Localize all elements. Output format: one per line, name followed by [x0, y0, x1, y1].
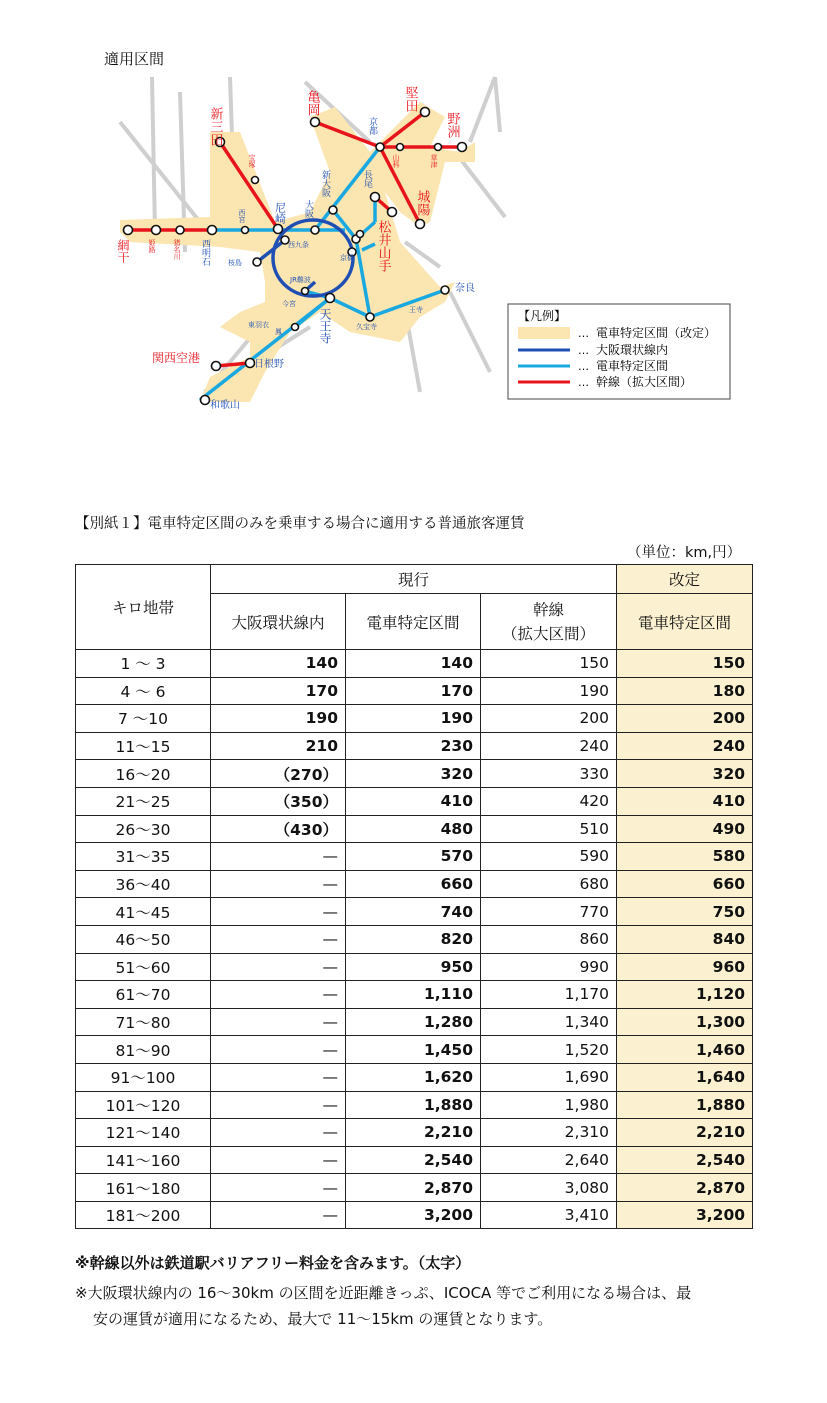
cell-revised: 1,880	[617, 1091, 753, 1119]
cell-kilo: 51～60	[76, 953, 211, 981]
header-loop: 大阪環状線内	[211, 594, 346, 650]
cell-trunk: 1,520	[481, 1036, 617, 1064]
table-row	[76, 1091, 753, 1119]
cell-special: 660	[346, 870, 481, 898]
unit-label: （単位：km,円）	[627, 545, 742, 561]
header-revised: 改定	[617, 565, 753, 594]
header-kilo: キロ地帯	[76, 565, 211, 650]
svg-text:…: …	[578, 327, 589, 340]
cell-kilo: 41～45	[76, 898, 211, 926]
route-map	[100, 72, 740, 417]
legend-label-special: 電車特定区間	[596, 359, 669, 373]
cell-loop: —	[211, 1119, 346, 1147]
note-loop: ※大阪環状線内の 16～30km の区間を近距離きっぷ、ICOCA 等でご利用になる場合は、最 安の運賃が適用になるため、最大で 11～15km の運賃となります。	[75, 1284, 692, 1328]
cell-special: 820	[346, 925, 481, 953]
cell-special: 1,110	[346, 981, 481, 1009]
cell-loop: （270）	[211, 760, 346, 788]
cell-trunk: 240	[481, 732, 617, 760]
cell-trunk: 1,690	[481, 1063, 617, 1091]
cell-revised: 1,300	[617, 1008, 753, 1036]
cell-trunk: 2,310	[481, 1119, 617, 1147]
cell-trunk: 1,980	[481, 1091, 617, 1119]
cell-revised: 490	[617, 815, 753, 843]
cell-trunk: 3,410	[481, 1201, 617, 1229]
cell-revised: 660	[617, 870, 753, 898]
cell-kilo: 141～160	[76, 1146, 211, 1174]
label-nishikujo: 西九条	[288, 241, 309, 249]
cell-special: 480	[346, 815, 481, 843]
cell-loop: —	[211, 1036, 346, 1064]
cell-loop: —	[211, 870, 346, 898]
label-osaka: 大阪	[303, 200, 313, 218]
cell-revised: 200	[617, 705, 753, 733]
cell-loop: —	[211, 1091, 346, 1119]
note-bold: ※幹線以外は鉄道駅バリアフリー料金を含みます。（太字）	[75, 1254, 471, 1272]
cell-revised: 180	[617, 677, 753, 705]
cell-special: 320	[346, 760, 481, 788]
cell-revised: 150	[617, 650, 753, 678]
cell-trunk: 200	[481, 705, 617, 733]
cell-revised: 2,210	[617, 1119, 753, 1147]
cell-trunk: 770	[481, 898, 617, 926]
cell-trunk: 1,340	[481, 1008, 617, 1036]
cell-kilo: 61～70	[76, 981, 211, 1009]
cell-loop: —	[211, 1174, 346, 1202]
cell-revised: 320	[617, 760, 753, 788]
cell-loop: —	[211, 898, 346, 926]
table-row	[76, 677, 753, 705]
cell-trunk: 590	[481, 843, 617, 871]
label-amino: 網干	[116, 239, 130, 263]
cell-trunk: 860	[481, 925, 617, 953]
legend-label-loop: 大阪環状線内	[596, 343, 669, 357]
cell-special: 1,280	[346, 1008, 481, 1036]
cell-special: 1,450	[346, 1036, 481, 1064]
cell-kilo: 16～20	[76, 760, 211, 788]
label-higashihagoromo: 東羽衣	[248, 321, 269, 329]
cell-trunk: 420	[481, 787, 617, 815]
cell-kilo: 11～15	[76, 732, 211, 760]
cell-trunk: 990	[481, 953, 617, 981]
label-joyo: 城陽	[414, 190, 430, 216]
table-row	[76, 705, 753, 733]
cell-kilo: 46～50	[76, 925, 211, 953]
legend-swatch-area	[518, 327, 570, 339]
cell-special: 2,870	[346, 1174, 481, 1202]
cell-kilo: 26～30	[76, 815, 211, 843]
cell-loop: （430）	[211, 815, 346, 843]
cell-loop: 190	[211, 705, 346, 733]
cell-kilo: 21～25	[76, 787, 211, 815]
cell-revised: 1,460	[617, 1036, 753, 1064]
table-row	[76, 981, 753, 1009]
label-otori: 鳳	[275, 328, 282, 336]
label-kyobashi: 京橋	[340, 254, 354, 262]
cell-revised: 3,200	[617, 1201, 753, 1229]
cell-loop: —	[211, 925, 346, 953]
label-matsuiyamate: 松井山手	[375, 220, 391, 272]
cell-revised: 2,870	[617, 1174, 753, 1202]
cell-revised: 1,640	[617, 1063, 753, 1091]
cell-kilo: 161～180	[76, 1174, 211, 1202]
label-yasu: 野洲	[444, 112, 460, 138]
cell-trunk: 190	[481, 677, 617, 705]
cell-kilo: 4 ～ 6	[76, 677, 211, 705]
cell-loop: —	[211, 953, 346, 981]
cell-loop: —	[211, 1063, 346, 1091]
label-nagao: 長尾	[362, 170, 372, 188]
label-imamiya: 今宮	[282, 300, 296, 308]
label-tennoji: 天王寺	[318, 308, 332, 344]
label-kusatsu: 草津	[430, 154, 438, 168]
svg-text:…: …	[578, 344, 589, 357]
cell-trunk: 330	[481, 760, 617, 788]
cell-trunk: 680	[481, 870, 617, 898]
label-kyuhoji: 久宝寺	[356, 323, 377, 331]
table-row	[76, 843, 753, 871]
table-row	[76, 815, 753, 843]
cell-revised: 410	[617, 787, 753, 815]
label-kameoka: 亀岡	[304, 90, 320, 116]
cell-special: 1,880	[346, 1091, 481, 1119]
table-row	[76, 1008, 753, 1036]
label-nara: 奈良	[455, 283, 475, 294]
table-row	[76, 1146, 753, 1174]
cell-revised: 2,540	[617, 1146, 753, 1174]
cell-loop: 170	[211, 677, 346, 705]
table-row	[76, 1063, 753, 1091]
cell-special: 570	[346, 843, 481, 871]
label-takarazuka: 宝塚	[248, 154, 256, 168]
cell-revised: 960	[617, 953, 753, 981]
header-trunk: 幹線 （拡大区間）	[481, 594, 617, 650]
cell-kilo: 36～40	[76, 870, 211, 898]
cell-special: 1,620	[346, 1063, 481, 1091]
label-katata: 堅田	[402, 86, 418, 112]
table-row	[76, 1036, 753, 1064]
svg-text:…: …	[578, 376, 589, 389]
cell-trunk: 2,640	[481, 1146, 617, 1174]
legend	[508, 304, 730, 399]
label-himeji: 姫路	[148, 239, 156, 253]
header-special: 電車特定区間	[346, 594, 481, 650]
table-row	[76, 1119, 753, 1147]
cell-kilo: 91～100	[76, 1063, 211, 1091]
cell-loop: 140	[211, 650, 346, 678]
cell-special: 190	[346, 705, 481, 733]
cell-special: 950	[346, 953, 481, 981]
table-row	[76, 925, 753, 953]
table-row	[76, 1201, 753, 1229]
label-hineno: 日根野	[254, 359, 284, 370]
cell-special: 140	[346, 650, 481, 678]
label-kakogawa: 猪名川	[173, 239, 181, 260]
table-row	[76, 760, 753, 788]
cell-trunk: 510	[481, 815, 617, 843]
cell-loop: —	[211, 1146, 346, 1174]
header-current: 現行	[211, 565, 617, 594]
table-row	[76, 870, 753, 898]
table-row	[76, 732, 753, 760]
cell-kilo: 81～90	[76, 1036, 211, 1064]
fare-table	[75, 564, 753, 1229]
label-amagasaki: 尼崎	[273, 202, 287, 224]
cell-trunk: 150	[481, 650, 617, 678]
cell-revised: 1,120	[617, 981, 753, 1009]
cell-kilo: 71～80	[76, 1008, 211, 1036]
cell-kilo: 31～35	[76, 843, 211, 871]
table-row	[76, 953, 753, 981]
cell-kilo: 101～120	[76, 1091, 211, 1119]
table-row	[76, 650, 753, 678]
cell-trunk: 1,170	[481, 981, 617, 1009]
label-nishinomiya: 西宮	[238, 209, 246, 223]
cell-kilo: 181～200	[76, 1201, 211, 1229]
cell-special: 740	[346, 898, 481, 926]
cell-special: 170	[346, 677, 481, 705]
label-wakayama: 和歌山	[210, 400, 240, 411]
cell-special: 3,200	[346, 1201, 481, 1229]
svg-text:…: …	[578, 360, 589, 373]
cell-loop: —	[211, 843, 346, 871]
cell-loop: —	[211, 1201, 346, 1229]
cell-revised: 750	[617, 898, 753, 926]
cell-special: 2,540	[346, 1146, 481, 1174]
cell-loop: —	[211, 981, 346, 1009]
label-nishiakashi: 西明石	[200, 239, 210, 266]
table-row	[76, 787, 753, 815]
legend-title: 【凡例】	[518, 309, 567, 323]
legend-label-area: 電車特定区間（改定）	[596, 326, 717, 340]
table-row	[76, 1174, 753, 1202]
cell-loop: —	[211, 1008, 346, 1036]
cell-trunk: 3,080	[481, 1174, 617, 1202]
label-namba: JR難波	[290, 276, 311, 284]
cell-kilo: 1 ～ 3	[76, 650, 211, 678]
cell-revised: 240	[617, 732, 753, 760]
map-title: 適用区間	[104, 50, 165, 68]
cell-loop: （350）	[211, 787, 346, 815]
cell-revised: 580	[617, 843, 753, 871]
cell-kilo: 7 ～10	[76, 705, 211, 733]
label-sakurajima: 桜島	[228, 259, 242, 267]
legend-label-trunk: 幹線（拡大区間）	[596, 375, 693, 389]
label-yamashina: 山科	[392, 154, 400, 168]
label-kansaiairport: 関西空港	[152, 351, 201, 365]
cell-special: 230	[346, 732, 481, 760]
label-shinsanda: 新三田	[207, 107, 223, 146]
table-row	[76, 898, 753, 926]
cell-kilo: 121～140	[76, 1119, 211, 1147]
cell-revised: 840	[617, 925, 753, 953]
cell-special: 2,210	[346, 1119, 481, 1147]
cell-loop: 210	[211, 732, 346, 760]
header-revised-special: 電車特定区間	[617, 594, 753, 650]
cell-special: 410	[346, 787, 481, 815]
table-caption: 【別紙１】電車特定区間のみを乗車する場合に適用する普通旅客運賃	[75, 516, 525, 532]
label-shinosaka: 新大阪	[320, 170, 330, 197]
label-kyoto: 京都	[367, 117, 377, 135]
label-oji: 王寺	[409, 306, 423, 314]
